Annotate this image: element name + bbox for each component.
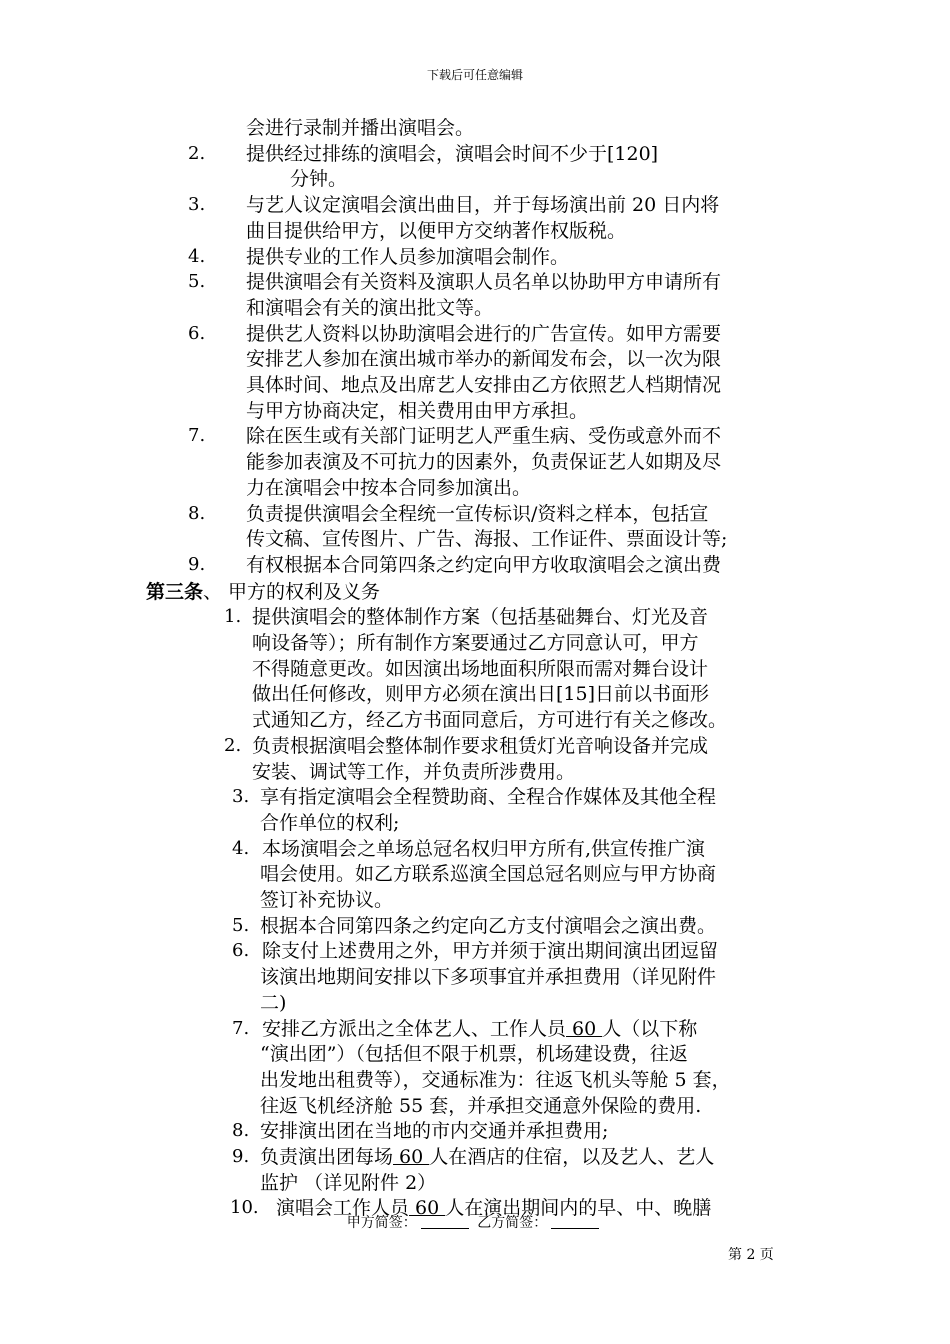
text-run: 往返飞机经济舱 55 套，并承担交通意外保险的费用. bbox=[260, 1094, 702, 1117]
party-a-sign-label: 甲方简签： bbox=[346, 1215, 417, 1231]
item-number: 5. bbox=[188, 271, 206, 293]
text-run: 除在医生或有关部门证明艺人严重生病、受伤或意外而不 bbox=[246, 425, 722, 448]
item-number: 7. bbox=[188, 425, 206, 447]
list-item-line bbox=[262, 939, 718, 963]
text-run: 式通知乙方，经乙方书面同意后，方可进行有关之修改。 bbox=[252, 709, 728, 732]
text-run: 和演唱会有关的演出批文等。 bbox=[246, 296, 494, 319]
text-run: 人在酒店的住宿，以及艺人、艺人 bbox=[429, 1146, 715, 1168]
list-item-line bbox=[252, 708, 727, 732]
item-number: 6. bbox=[188, 322, 206, 344]
text-run: 有权根据本合同第四条之约定向甲方收取演唱会之演出费 bbox=[246, 553, 722, 576]
party-b-sign-blank bbox=[551, 1228, 599, 1229]
text-run: 与艺人议定演唱会演出曲目，并于每场演出前 20 日内将 bbox=[246, 194, 720, 217]
text-run: 安排乙方派出之全体艺人、工作人员 bbox=[262, 1017, 567, 1040]
item-number: 4. bbox=[232, 837, 250, 859]
list-item-line bbox=[260, 785, 716, 809]
text-run: 监护 （详见附件 2） bbox=[260, 1171, 437, 1194]
text-run: 出发地出租费等），交通标准为：往返飞机头等舱 5 套， bbox=[260, 1068, 731, 1091]
text-run: 该演出地期间安排以下多项事宜并承担费用（详见附件 bbox=[260, 966, 717, 989]
text-run: 具体时间、地点及出席艺人安排由乙方依照艺人档期情况 bbox=[246, 374, 722, 396]
section-heading bbox=[146, 580, 380, 604]
list-item-line bbox=[260, 1119, 608, 1143]
item-number: 7. bbox=[232, 1017, 250, 1039]
text-run: 能参加表演及不可抗力的因素外，负责保证艺人如期及尽 bbox=[246, 451, 722, 474]
list-item-line bbox=[252, 605, 708, 629]
item-number: 1. bbox=[224, 606, 242, 628]
text-run: 提供经过排练的演唱会，演唱会时间不少于[120] bbox=[246, 142, 659, 165]
item-number: 3. bbox=[232, 786, 250, 808]
text-run: 分钟。 bbox=[290, 168, 348, 191]
list-item-line bbox=[260, 888, 393, 912]
text-run: 曲目提供给甲方，以便甲方交纳著作权版税。 bbox=[246, 219, 627, 242]
text-run: “演出团”）（包括但不限于机票，机场建设费，往返 bbox=[260, 1043, 688, 1066]
list-item-line bbox=[246, 399, 588, 423]
list-item-line bbox=[252, 657, 708, 681]
item-number: 5. bbox=[232, 914, 250, 936]
text-run: 不得随意更改。如因演出场地面积所限而需对舞台设计 bbox=[252, 657, 709, 680]
text-run: 除支付上述费用之外，甲方并须于演出期间演出团逗留 bbox=[262, 940, 719, 963]
list-item-line bbox=[246, 450, 721, 474]
text-run: 合作单位的权利; bbox=[260, 811, 400, 834]
text-run: 提供专业的工作人员参加演唱会制作。 bbox=[246, 245, 570, 268]
item-number: 10. bbox=[230, 1197, 259, 1219]
list-item-line bbox=[260, 965, 716, 989]
text-run: 负责根据演唱会整体制作要求租赁灯光音响设备并完成 bbox=[252, 734, 709, 757]
list-item-line bbox=[246, 116, 474, 140]
list-item-line bbox=[246, 553, 721, 577]
text-run: 做出任何修改，则甲方必须在演出日[15]日前以书面形 bbox=[252, 683, 710, 706]
list-item-line bbox=[252, 631, 699, 655]
list-item-line bbox=[262, 1017, 697, 1041]
page-number: 第 2 页 bbox=[728, 1247, 774, 1263]
list-item-line bbox=[246, 347, 721, 371]
list-item-line bbox=[260, 811, 399, 835]
party-b-sign-label: 乙方简签： bbox=[477, 1215, 548, 1231]
text-run: 演唱会工作人员 bbox=[276, 1197, 410, 1220]
text-run: 负责提供演唱会全程统一宣传标识/资料之样本，包括宣 bbox=[246, 502, 709, 525]
text-run: 二) bbox=[260, 991, 287, 1014]
text-run: 安排演出团在当地的市内交通并承担费用; bbox=[260, 1120, 609, 1143]
signature-line bbox=[0, 1212, 950, 1232]
item-number: 6. bbox=[232, 940, 250, 962]
item-number: 4. bbox=[188, 245, 206, 267]
text-run: 会进行录制并播出演唱会。 bbox=[246, 117, 475, 139]
list-item-line bbox=[290, 167, 347, 191]
list-item-line bbox=[246, 502, 708, 526]
text-run: 与甲方协商决定，相关费用由甲方承担。 bbox=[246, 399, 589, 422]
text-run: 唱会使用。如乙方联系巡演全国总冠名则应与甲方协商 bbox=[260, 863, 717, 886]
underlined-blank: 60 bbox=[393, 1146, 430, 1168]
list-item-line bbox=[260, 1145, 714, 1169]
item-number: 2. bbox=[188, 142, 206, 164]
text-run: 签订补充协议。 bbox=[260, 889, 394, 911]
text-run: 人在演出期间内的早、中、晚膳 bbox=[445, 1197, 712, 1220]
party-a-sign-blank bbox=[421, 1228, 469, 1229]
page-header: 下载后可任意编辑 bbox=[426, 68, 523, 82]
item-number: 3. bbox=[188, 194, 206, 216]
text-run: 力在演唱会中按本合同参加演出。 bbox=[246, 476, 532, 499]
list-item-line bbox=[252, 760, 575, 784]
list-item-line bbox=[260, 1068, 731, 1092]
list-item-line bbox=[260, 1094, 701, 1118]
text-run: 安排艺人参加在演出城市举办的新闻发布会，以一次为限 bbox=[246, 348, 722, 371]
item-number: 8. bbox=[232, 1120, 250, 1142]
list-item-line bbox=[260, 914, 716, 938]
list-item-line bbox=[246, 424, 721, 448]
list-item-line bbox=[246, 476, 531, 500]
item-number: 9. bbox=[232, 1146, 250, 1167]
list-item-line bbox=[260, 1042, 688, 1066]
section-title: 、 甲方的权利及义务 bbox=[203, 580, 381, 603]
text-run: 提供演唱会有关资料及演职人员名单以协助甲方申请所有 bbox=[246, 271, 722, 294]
underlined-blank: 60 bbox=[409, 1197, 446, 1220]
text-run: 享有指定演唱会全程赞助商、全程合作媒体及其他全程 bbox=[260, 786, 717, 809]
text-run: 安装、调试等工作，并负责所涉费用。 bbox=[252, 760, 576, 783]
text-run: 本场演唱会之单场总冠名权归甲方所有,供宣传推广演 bbox=[262, 837, 706, 860]
list-item-line bbox=[252, 682, 709, 706]
section-label: 第三条 bbox=[146, 580, 204, 603]
text-run: 负责演出团每场 bbox=[260, 1146, 394, 1168]
text-run: 提供艺人资料以协助演唱会进行的广告宣传。如甲方需要 bbox=[246, 322, 722, 345]
text-run: 传文稿、宣传图片、广告、海报、工作证件、票面设计等; bbox=[246, 528, 728, 551]
text-run: 提供演唱会的整体制作方案（包括基础舞台、灯光及音 bbox=[252, 606, 709, 629]
text-run: 响设备等）；所有制作方案要通过乙方同意认可，甲方 bbox=[252, 632, 699, 654]
list-item-line bbox=[246, 296, 493, 320]
list-item-line bbox=[260, 991, 286, 1015]
list-item-line bbox=[246, 322, 721, 346]
list-item-line bbox=[246, 527, 727, 551]
list-item-line bbox=[246, 193, 719, 217]
item-number: 8. bbox=[188, 502, 206, 524]
item-number: 9. bbox=[188, 553, 206, 575]
list-item-line bbox=[252, 734, 708, 758]
list-item-line bbox=[246, 373, 721, 397]
underlined-blank: 60 bbox=[566, 1017, 603, 1040]
list-item-line bbox=[260, 862, 716, 886]
list-item-line bbox=[260, 1171, 436, 1195]
item-number: 2. bbox=[224, 734, 242, 756]
list-item-line bbox=[246, 219, 626, 243]
text-run: 根据本合同第四条之约定向乙方支付演唱会之演出费。 bbox=[260, 914, 717, 937]
text-run: 人（以下称 bbox=[602, 1017, 698, 1040]
list-item-line bbox=[246, 142, 658, 166]
list-item-line bbox=[262, 837, 705, 861]
list-item-line bbox=[246, 245, 569, 269]
list-item-line bbox=[246, 270, 721, 294]
